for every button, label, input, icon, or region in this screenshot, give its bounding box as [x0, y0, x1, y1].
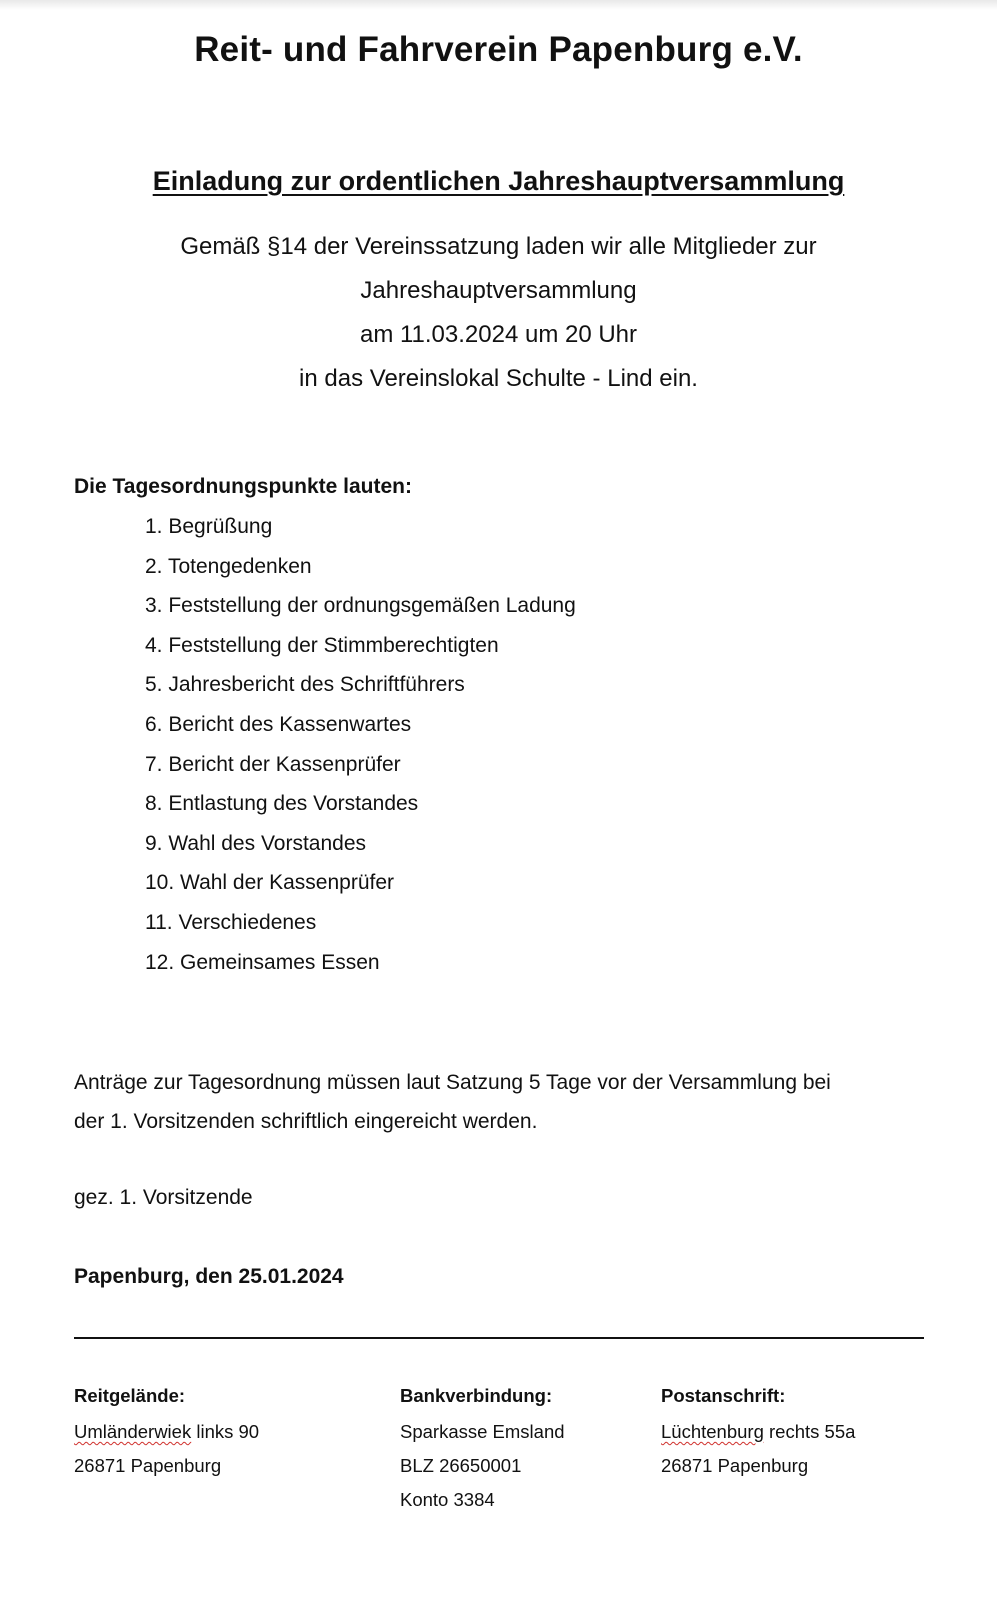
agenda-item: 12. Gemeinsames Essen: [145, 950, 380, 974]
agenda-item: 1. Begrüßung: [145, 515, 273, 538]
footer-divider: [74, 1337, 924, 1339]
agenda-item: 11. Verschiedenes: [145, 910, 317, 934]
signed-by: gez. 1. Vorsitzende: [74, 1186, 253, 1209]
riding-ground-street: [74, 1421, 259, 1455]
place-date: Papenburg, den 25.01.2024: [74, 1265, 344, 1288]
agenda-item: 4. Feststellung der Stimmberechtigten: [145, 633, 499, 657]
invitation-line: in das Vereinslokal Schulte - Lind ein.: [299, 365, 698, 392]
invitation-line: Gemäß §14 der Vereinssatzung laden wir alle Mitglieder zur: [180, 233, 817, 260]
agenda-item: 9. Wahl des Vorstandes: [145, 831, 367, 855]
riding-ground-street-name: Umländerwiek: [74, 1421, 192, 1442]
footer-riding-ground: [74, 1385, 259, 1489]
postal-street-number: rechts 55a: [763, 1421, 856, 1442]
invitation-heading-text: Einladung zur ordentlichen Jahreshauptversammlung: [152, 166, 845, 196]
bank-label: Bankverbindung:: [400, 1385, 553, 1406]
agenda-list: [145, 515, 576, 990]
bank-account: Konto 3384: [400, 1489, 495, 1510]
footer-bank: [400, 1385, 565, 1523]
page-top-shade: [0, 0, 997, 10]
bank-name: Sparkasse Emsland: [400, 1421, 565, 1442]
postal-street: [661, 1421, 855, 1455]
club-title: Reit- und Fahrverein Papenburg e.V.: [194, 30, 803, 69]
postal-street-name: Lüchtenburg: [661, 1421, 764, 1442]
proposals-notice: [74, 1063, 934, 1141]
agenda-item: 10. Wahl der Kassenprüfer: [145, 871, 395, 895]
postal-label: Postanschrift:: [661, 1385, 786, 1406]
riding-ground-label: Reitgelände:: [74, 1385, 186, 1406]
proposals-line: der 1. Vorsitzenden schriftlich eingereicht werden.: [74, 1110, 538, 1133]
agenda-item: 7. Bericht der Kassenprüfer: [145, 752, 401, 776]
invitation-heading: [0, 166, 997, 197]
riding-ground-street-number: links 90: [191, 1421, 260, 1442]
proposals-line: Anträge zur Tagesordnung müssen laut Satzung 5 Tage vor der Versammlung bei: [74, 1071, 831, 1094]
agenda-item: 2. Totengedenken: [145, 554, 312, 578]
agenda-item: 5. Jahresbericht des Schriftführers: [145, 673, 465, 697]
agenda-heading: Die Tagesordnungspunkte lauten:: [74, 475, 412, 498]
invitation-text: [0, 225, 997, 401]
invitation-line: am 11.03.2024 um 20 Uhr: [359, 321, 638, 348]
agenda-item: 6. Bericht des Kassenwartes: [145, 712, 412, 736]
postal-city: 26871 Papenburg: [661, 1455, 809, 1476]
invitation-line: Jahreshauptversammlung: [360, 277, 637, 304]
footer-postal: [661, 1385, 855, 1489]
riding-ground-city: 26871 Papenburg: [74, 1455, 222, 1476]
agenda-item: 8. Entlastung des Vorstandes: [145, 792, 419, 816]
agenda-item: 3. Feststellung der ordnungsgemäßen Ladung: [145, 594, 576, 618]
bank-blz: BLZ 26650001: [400, 1455, 522, 1476]
